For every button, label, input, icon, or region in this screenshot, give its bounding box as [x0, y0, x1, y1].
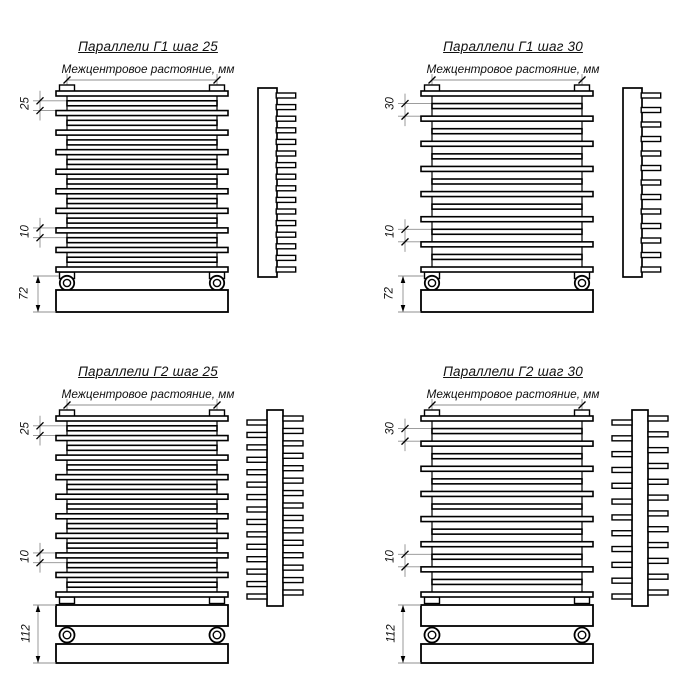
quadrant-g1-step-25 [0, 0, 365, 325]
depth-dimension-label: 112 [20, 624, 33, 643]
depth-dimension-label: 112 [385, 624, 398, 643]
variant-title: Параллели Г1 шаг 25 [78, 39, 218, 54]
gap-dimension-label: 10 [384, 225, 397, 238]
center-distance-caption: Межцентровое растояние, мм [426, 62, 600, 76]
gap-dimension-label: 10 [19, 550, 32, 563]
step-dimension-label: 30 [384, 97, 397, 110]
quadrant-g2-step-25 [0, 325, 365, 650]
depth-dimension-label: 72 [18, 287, 31, 300]
center-distance-caption: Межцентровое растояние, мм [61, 387, 235, 401]
quadrant-g1-step-30 [365, 0, 700, 325]
variant-title: Параллели Г1 шаг 30 [443, 39, 583, 54]
depth-dimension-label: 72 [383, 287, 396, 300]
variant-title: Параллели Г2 шаг 30 [443, 364, 583, 379]
step-dimension-label: 30 [384, 422, 397, 435]
step-dimension-label: 25 [19, 422, 32, 435]
dim-arrow [401, 656, 406, 663]
variant-title: Параллели Г2 шаг 25 [78, 364, 218, 379]
center-distance-caption: Межцентровое растояние, мм [426, 387, 600, 401]
step-dimension-label: 25 [19, 97, 32, 110]
center-distance-caption: Межцентровое растояние, мм [61, 62, 235, 76]
dim-arrow [36, 656, 41, 663]
gap-dimension-label: 10 [19, 225, 32, 238]
gap-dimension-label: 10 [384, 550, 397, 563]
quadrant-g2-step-30 [365, 325, 700, 650]
